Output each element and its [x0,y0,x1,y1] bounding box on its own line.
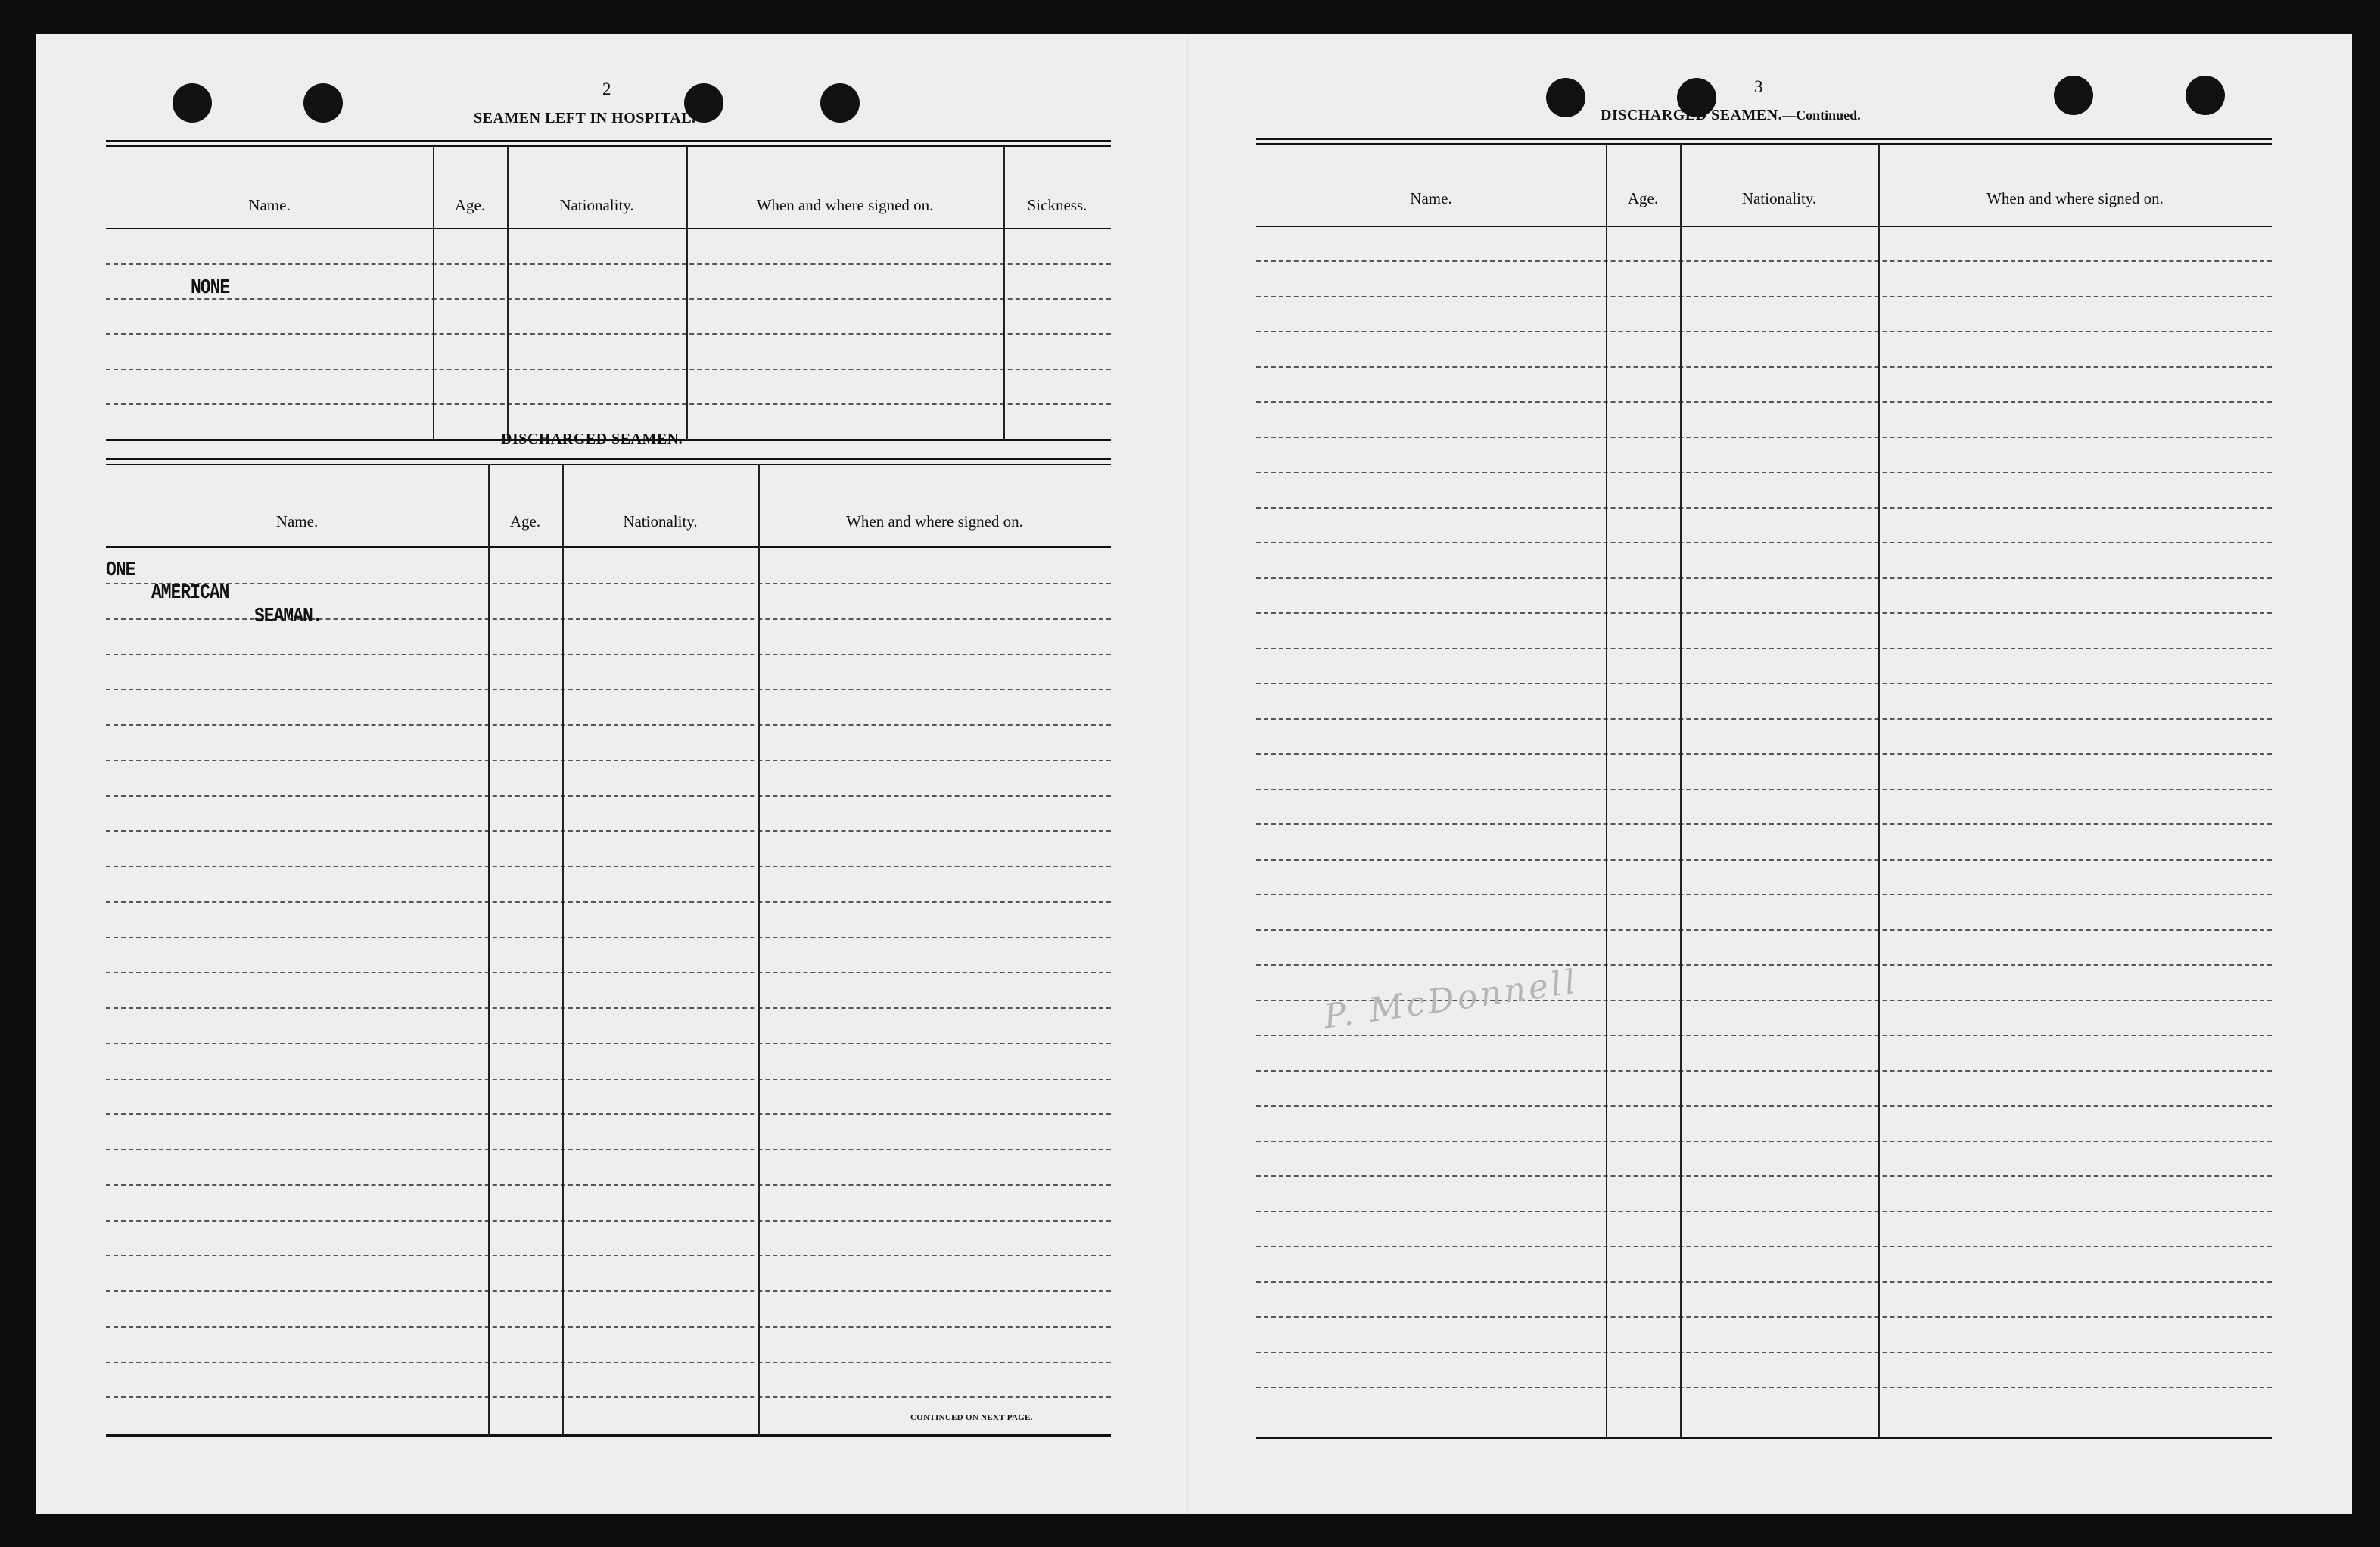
col-header-sickness: Sickness. [1027,196,1087,214]
col-header-age: Age. [454,196,486,214]
continued-suffix: —Continued. [1782,107,1861,123]
col-header-nationality: Nationality. [623,512,698,531]
page-fold [1187,34,1188,1514]
col-header-age: Age. [1627,189,1659,207]
punch-hole [2186,76,2225,115]
col-header-name: Name. [248,196,291,214]
page-number: 3 [1754,77,1763,96]
punch-hole [303,83,343,123]
scanned-document [36,34,2352,1514]
col-header-nationality: Nationality. [559,196,634,214]
discharged-title: DISCHARGED SEAMEN. [501,431,683,447]
col-header-signed-on: When and where signed on. [756,196,934,214]
typed-entry: SEAMAN. [254,605,322,627]
typed-entry: NONE [191,276,230,299]
col-header-age: Age. [509,512,541,531]
bleed-through-signature: P. McDonnell [1321,962,1581,1037]
typed-entry: AMERICAN [151,581,229,604]
punch-hole [173,83,212,123]
punch-hole [2054,76,2093,115]
discharged-continued-title [1601,107,1861,124]
col-header-nationality: Nationality. [1741,189,1817,207]
hospital-table [106,140,1111,450]
continued-footer: CONTINUED ON NEXT PAGE. [910,1413,1033,1422]
col-header-name: Name. [275,512,319,531]
discharged-title: DISCHARGED SEAMEN. [1601,107,1783,123]
col-header-signed-on: When and where signed on. [846,512,1023,531]
typed-entry: ONE [106,559,135,581]
discharged-continued-table [1256,138,2272,1440]
col-header-name: Name. [1410,189,1452,207]
hospital-title: SEAMEN LEFT IN HOSPITAL. [474,110,696,126]
col-header-signed-on: When and where signed on. [1986,189,2164,207]
punch-hole [1546,78,1585,117]
page-number: 2 [602,79,611,98]
discharged-table [106,458,1111,1457]
punch-hole [820,83,860,123]
